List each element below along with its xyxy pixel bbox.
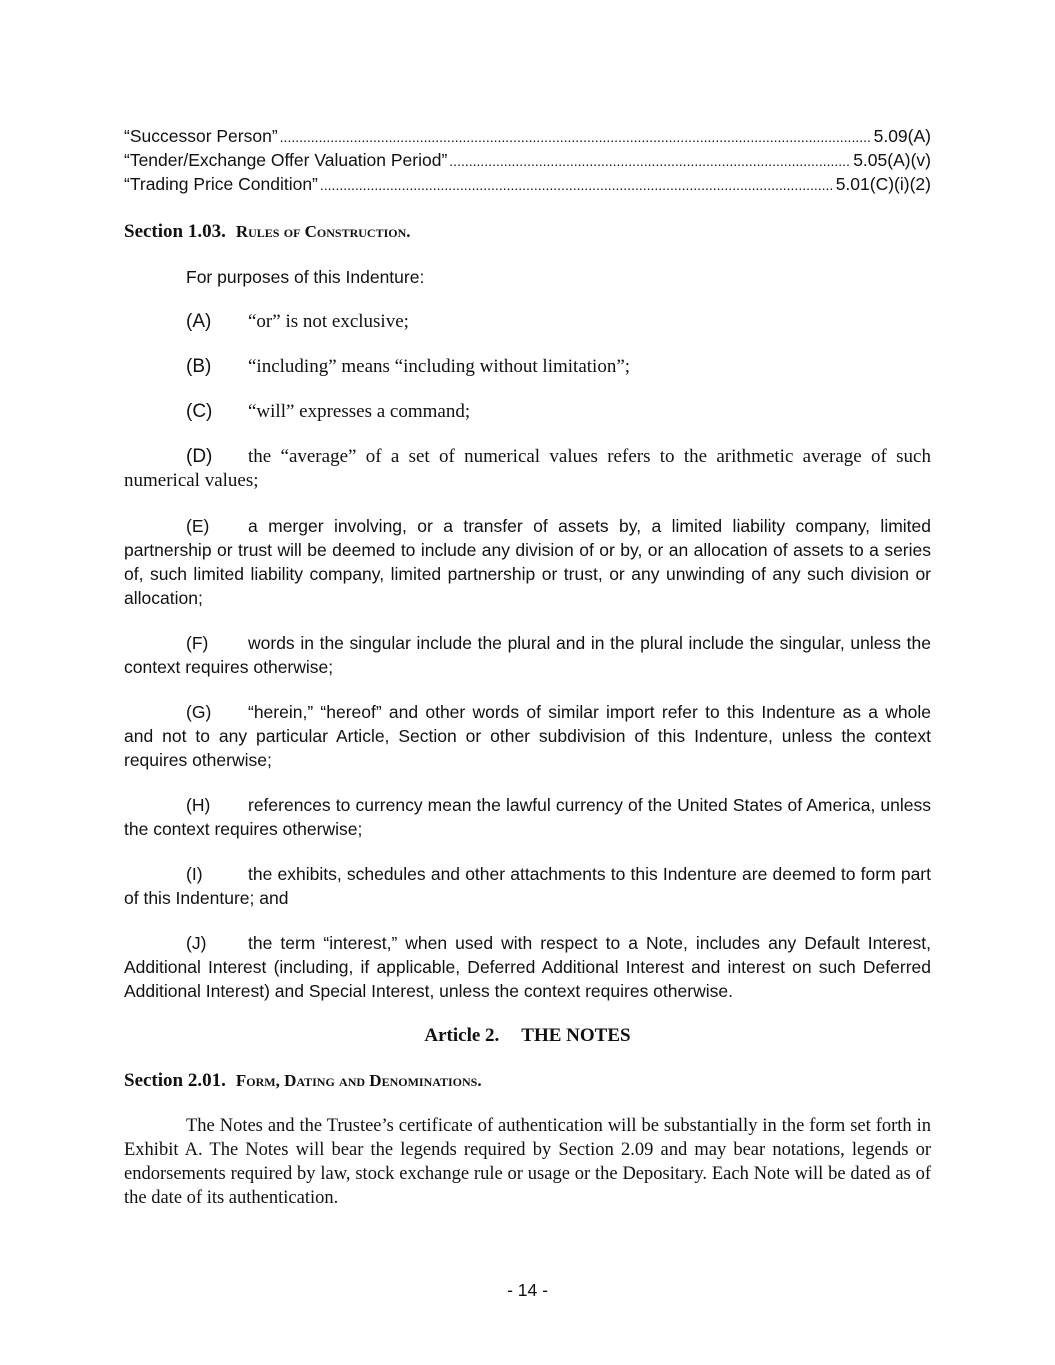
item-text: “herein,” “hereof” and other words of similar import refer to this Indenture as a whole and not to any particular Article, Section or other subdivision of this Indenture, unless the context requires otherwise; bbox=[124, 702, 931, 770]
construction-rule-item bbox=[124, 931, 931, 1003]
toc-ref: 5.09(A) bbox=[873, 126, 931, 146]
construction-rule-item bbox=[124, 631, 931, 679]
toc-term: “Tender/Exchange Offer Valuation Period” bbox=[124, 150, 448, 170]
article-heading bbox=[124, 1024, 931, 1048]
section-heading bbox=[124, 220, 931, 244]
section-intro: For purposes of this Indenture: bbox=[186, 267, 425, 287]
toc-leader bbox=[449, 149, 851, 173]
item-label: (A) bbox=[186, 311, 212, 332]
construction-rule-item bbox=[124, 862, 931, 910]
item-text: a merger involving, or a transfer of assets by, a limited liability company, limited partnership or trust will be deemed to include any division of or by, or an allocation of assets to a series of, such limited liability company, limited partnership or trust, or any unwinding of any such division or allocation; bbox=[124, 516, 931, 608]
item-label: (B) bbox=[186, 356, 212, 377]
item-text: the “average” of a set of numerical values refers to the arithmetic average of such numerical values; bbox=[124, 446, 931, 491]
construction-rule-item bbox=[124, 355, 931, 379]
item-text: references to currency mean the lawful currency of the United States of America, unless the context requires otherwise; bbox=[124, 795, 931, 839]
toc-leader bbox=[280, 125, 872, 149]
item-text: the term “interest,” when used with respect to a Note, includes any Default Interest, Additional Interest (including, if applicable, Deferred Additional Interest and interest on such Deferred Additional Interest) and Special Interest, unless the context requires otherwise. bbox=[124, 933, 931, 1001]
item-label: (J) bbox=[186, 933, 207, 953]
item-text: words in the singular include the plural and in the plural include the singular, unless the context requires otherwise; bbox=[124, 633, 931, 677]
item-label: (F) bbox=[186, 633, 209, 653]
construction-rule-item bbox=[124, 514, 931, 610]
item-text: “will” expresses a command; bbox=[248, 401, 471, 422]
toc-row bbox=[124, 172, 931, 196]
construction-rule-item bbox=[124, 445, 931, 493]
item-label: (G) bbox=[186, 702, 212, 722]
item-label: (C) bbox=[186, 401, 213, 422]
construction-rule-item bbox=[124, 400, 931, 424]
toc-ref: 5.05(A)(v) bbox=[853, 150, 931, 170]
toc-leader bbox=[320, 173, 834, 197]
section-paragraph: The Notes and the Trustee’s certificate of authentication will be substantially in the form set forth in Exhibit A. The Notes will bear the legends required by Section 2.09 and may bear notations, legends or endorsements required by law, stock exchange rule or usage or the Depositary. Each Note will be dated as of the date of its authentication. bbox=[124, 1116, 931, 1208]
item-text: “including” means “including without limitation”; bbox=[248, 356, 631, 377]
section-heading bbox=[124, 1069, 931, 1093]
page-number: - 14 - bbox=[507, 1280, 548, 1300]
toc-ref: 5.01(C)(i)(2) bbox=[835, 174, 931, 194]
section-title: Form, Dating and Denominations. bbox=[235, 1071, 482, 1090]
toc-term: “Successor Person” bbox=[124, 126, 278, 146]
item-label: (D) bbox=[186, 446, 213, 467]
construction-rule-item bbox=[124, 310, 931, 334]
item-text: the exhibits, schedules and other attachments to this Indenture are deemed to form part of this Indenture; and bbox=[124, 864, 931, 908]
section-number: Section 1.03. bbox=[124, 221, 226, 242]
construction-rule-item bbox=[124, 700, 931, 772]
item-text: “or” is not exclusive; bbox=[248, 311, 409, 332]
article-number: Article 2. bbox=[424, 1025, 500, 1046]
section-title: Rules of Construction. bbox=[235, 222, 411, 241]
definitions-index bbox=[124, 124, 931, 196]
item-label: (I) bbox=[186, 864, 203, 884]
construction-rule-item bbox=[124, 793, 931, 841]
article-title: THE NOTES bbox=[521, 1025, 631, 1046]
toc-row bbox=[124, 124, 931, 148]
document-page bbox=[124, 124, 931, 1210]
toc-row bbox=[124, 148, 931, 172]
item-label: (E) bbox=[186, 516, 210, 536]
toc-term: “Trading Price Condition” bbox=[124, 174, 318, 194]
section-number: Section 2.01. bbox=[124, 1070, 226, 1091]
item-label: (H) bbox=[186, 795, 211, 815]
